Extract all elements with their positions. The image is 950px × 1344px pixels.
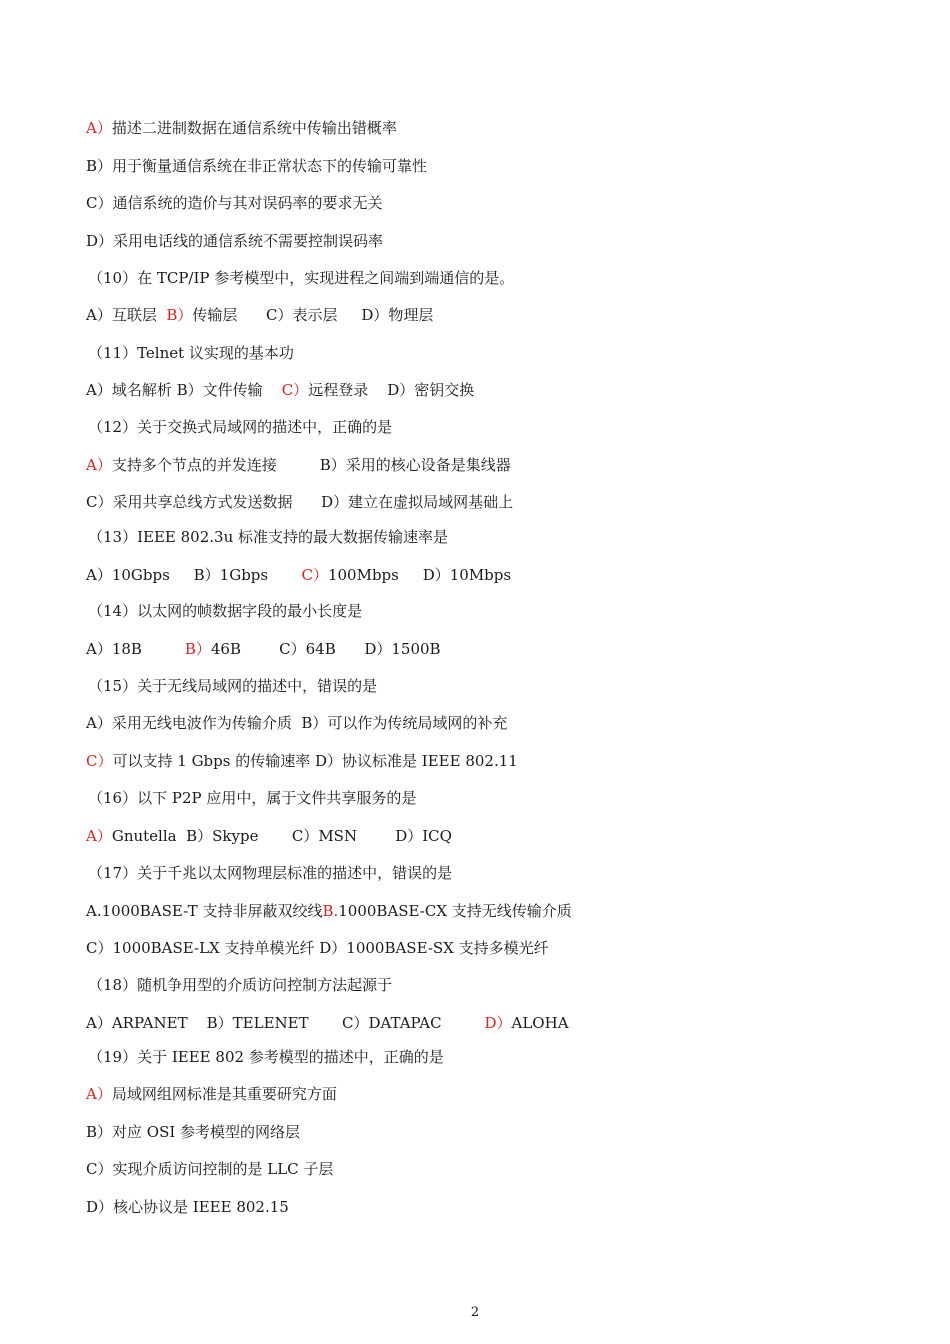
line-text: 可以支持 1 Gbps 的传输速率 D）协议标准是 IEEE 802.11 bbox=[112, 752, 518, 770]
question-line bbox=[88, 788, 416, 808]
correct-answer-marker: C） bbox=[281, 381, 309, 399]
line-text: A）18B bbox=[86, 640, 185, 658]
line-text: （10）在 TCP/IP 参考模型中，实现进程之间端到端通信的是。 bbox=[88, 269, 515, 287]
line-text: （19）关于 IEEE 802 参考模型的描述中，正确的是 bbox=[88, 1048, 444, 1066]
option-line bbox=[86, 713, 507, 733]
line-text: C）1000BASE-LX 支持单模光纤 D）1000BASE-SX 支持多模光纤 bbox=[86, 939, 549, 957]
correct-answer-marker: A） bbox=[86, 119, 112, 137]
line-text: 局域网组网标准是其重要研究方面 bbox=[111, 1085, 337, 1103]
line-text: 远程登录 D）密钥交换 bbox=[308, 381, 475, 399]
line-text: A）ARPANET B）TELENET C）DATAPAC bbox=[86, 1014, 485, 1032]
option-line bbox=[86, 1122, 300, 1142]
option-line bbox=[86, 639, 441, 659]
line-text: C）采用共享总线方式发送数据 D）建立在虚拟局域网基础上 bbox=[86, 493, 514, 511]
line-text: A）域名解析 B）文件传输 bbox=[86, 381, 282, 399]
line-text: （14）以太网的帧数据字段的最小长度是 bbox=[88, 602, 363, 620]
line-text: （18）随机争用型的介质访问控制方法起源于 bbox=[88, 976, 393, 994]
option-line bbox=[86, 1159, 333, 1179]
line-text: D）核心协议是 IEEE 802.15 bbox=[86, 1198, 289, 1216]
question-line bbox=[88, 676, 377, 696]
correct-answer-marker: A） bbox=[86, 827, 112, 845]
option-line bbox=[86, 193, 382, 213]
line-text: Gnutella B）Skype C）MSN D）ICQ bbox=[111, 827, 452, 845]
option-line bbox=[86, 1084, 337, 1104]
option-line bbox=[86, 492, 513, 512]
question-line bbox=[88, 268, 514, 288]
page-number: 2 bbox=[470, 1305, 480, 1320]
question-line bbox=[88, 863, 452, 883]
line-text: A.1000BASE-T 支持非屏蔽双绞线 bbox=[86, 902, 323, 920]
question-line bbox=[88, 527, 448, 547]
option-line bbox=[86, 156, 427, 176]
line-text: 46B C）64B D）1500B bbox=[210, 640, 441, 658]
question-line bbox=[88, 975, 392, 995]
option-line bbox=[86, 455, 511, 475]
correct-answer-marker: A） bbox=[86, 1085, 112, 1103]
correct-answer-marker: C） bbox=[301, 566, 328, 584]
line-text: 1000BASE-CX 支持无线传输介质 bbox=[338, 902, 572, 920]
line-text: （15）关于无线局域网的描述中，错误的是 bbox=[88, 677, 378, 695]
question-line bbox=[88, 601, 362, 621]
correct-answer-marker: B） bbox=[184, 640, 211, 658]
line-text: 100Mbps D）10Mbps bbox=[327, 566, 512, 584]
question-line bbox=[88, 1047, 444, 1067]
option-line bbox=[86, 118, 397, 138]
line-text: ALOHA bbox=[511, 1014, 569, 1032]
line-text: C）实现介质访问控制的是 LLC 子层 bbox=[86, 1160, 334, 1178]
option-line bbox=[86, 305, 433, 325]
line-text: 传输层 C）表示层 D）物理层 bbox=[192, 306, 434, 324]
line-text: B）用于衡量通信系统在非正常状态下的传输可靠性 bbox=[86, 157, 428, 175]
correct-answer-marker: B） bbox=[166, 306, 193, 324]
line-text: C）通信系统的造价与其对误码率的要求无关 bbox=[86, 194, 383, 212]
line-text: （11）Telnet 议实现的基本功 bbox=[88, 344, 294, 362]
line-text: （17）关于千兆以太网物理层标准的描述中，错误的是 bbox=[88, 864, 453, 882]
correct-answer-marker: C） bbox=[86, 752, 113, 770]
line-text: （12）关于交换式局域网的描述中，正确的是 bbox=[88, 418, 393, 436]
option-line bbox=[86, 231, 383, 251]
correct-answer-marker: B. bbox=[322, 902, 339, 920]
line-text: 描述二进制数据在通信系统中传输出错概率 bbox=[111, 119, 397, 137]
option-line bbox=[86, 826, 452, 846]
option-line bbox=[86, 1197, 289, 1217]
option-line bbox=[86, 380, 474, 400]
question-line bbox=[88, 343, 294, 363]
option-line bbox=[86, 565, 511, 585]
correct-answer-marker: D） bbox=[484, 1014, 512, 1032]
line-text: （16）以下 P2P 应用中，属于文件共享服务的是 bbox=[88, 789, 417, 807]
line-text: B）对应 OSI 参考模型的网络层 bbox=[86, 1123, 301, 1141]
line-text: A）10Gbps B）1Gbps bbox=[86, 566, 302, 584]
line-text: A）采用无线电波作为传输介质 B）可以作为传统局域网的补充 bbox=[86, 714, 508, 732]
option-line bbox=[86, 938, 549, 958]
line-text: （13）IEEE 802.3u 标准支持的最大数据传输速率是 bbox=[88, 528, 449, 546]
line-text: D）采用电话线的通信系统不需要控制误码率 bbox=[86, 232, 384, 250]
line-text: 支持多个节点的并发连接 B）采用的核心设备是集线器 bbox=[111, 456, 511, 474]
line-text: A）互联层 bbox=[86, 306, 167, 324]
option-line bbox=[86, 901, 572, 921]
option-line bbox=[86, 751, 518, 771]
option-line bbox=[86, 1013, 569, 1033]
correct-answer-marker: A） bbox=[86, 456, 112, 474]
question-line bbox=[88, 417, 392, 437]
